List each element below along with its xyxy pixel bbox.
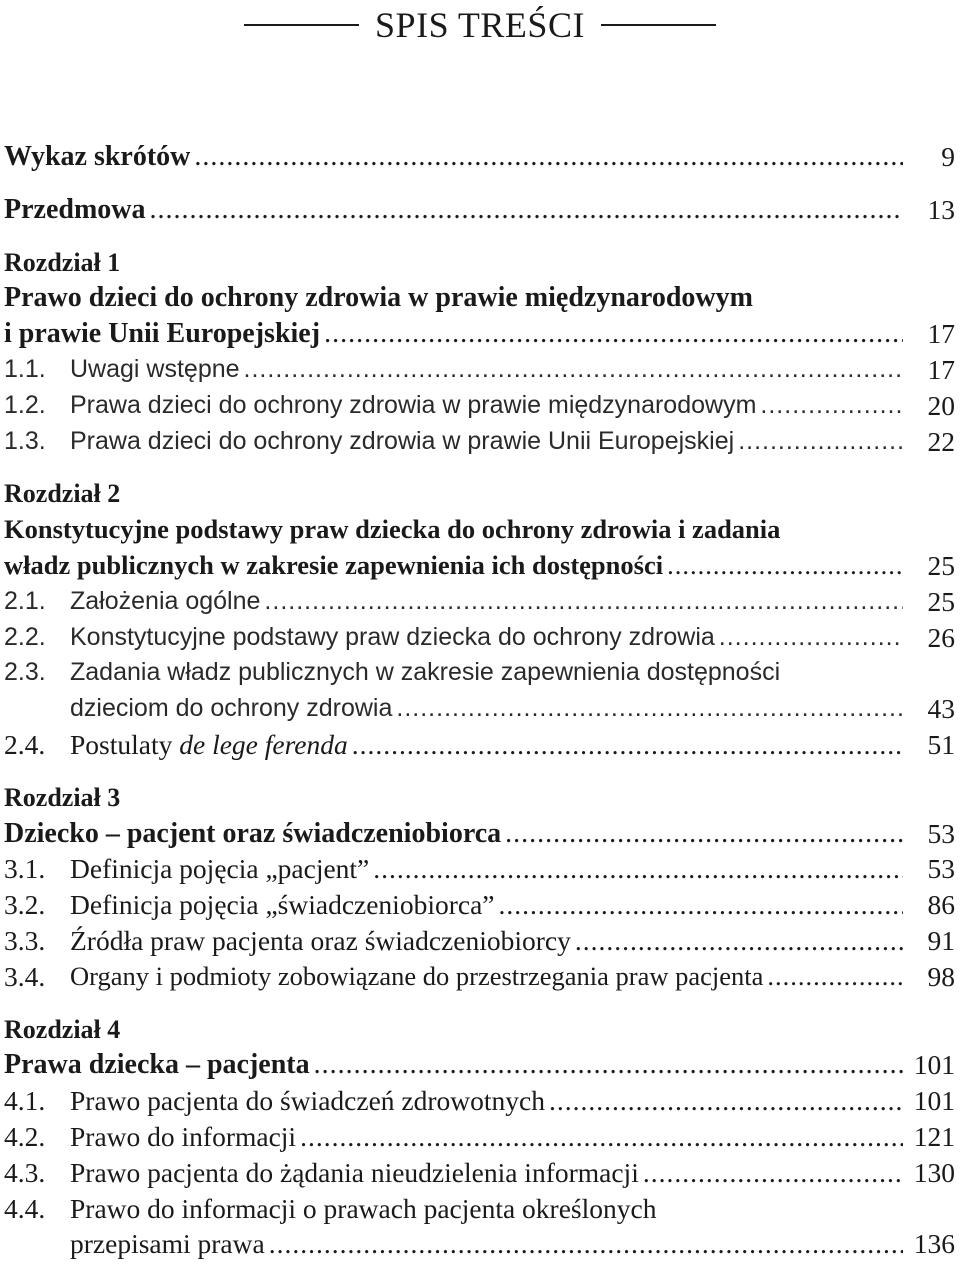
toc-page-number: 136 — [913, 1228, 955, 1260]
section-number: 4.3. — [4, 1156, 46, 1188]
section-title: Prawa dzieci do ochrony zdrowia w prawie międzynarodowym — [70, 390, 757, 419]
toc-section[interactable] — [0, 727, 960, 763]
section-number: 3.1. — [4, 853, 46, 885]
leader-dots — [373, 851, 903, 887]
toc-section[interactable] — [0, 1155, 960, 1191]
toc-section[interactable] — [0, 851, 960, 887]
section-number: 2.2. — [4, 622, 46, 651]
toc-entry-abbreviations[interactable] — [0, 139, 960, 175]
section-number: 4.1. — [4, 1085, 46, 1117]
page-header — [0, 0, 960, 50]
section-number: 3.4. — [4, 960, 46, 992]
section-title: Prawo pacjenta do żądania nieudzielenia informacji — [70, 1156, 639, 1188]
section-number: 1.1. — [4, 354, 46, 383]
leader-dots — [767, 959, 903, 995]
section-number: 1.2. — [4, 390, 46, 419]
leader-dots — [643, 1155, 903, 1191]
leader-dots — [300, 1119, 903, 1155]
toc-page-number: 26 — [927, 621, 955, 653]
section-title: Prawa dzieci do ochrony zdrowia w prawie Unii Europejskiej — [70, 426, 735, 455]
leader-dots — [719, 620, 903, 656]
section-number: 4.4. — [4, 1192, 46, 1224]
section-title: Zadania władz publicznych w zakresie zapewnienia dostępności — [70, 658, 781, 687]
leader-dots — [324, 316, 903, 352]
title-rule-right — [601, 24, 716, 26]
toc-page-number: 51 — [927, 728, 955, 760]
toc-section[interactable] — [0, 388, 960, 424]
toc-section[interactable] — [0, 620, 960, 656]
section-number: 3.3. — [4, 924, 46, 956]
toc-page-number: 22 — [927, 425, 955, 457]
chapter-label — [0, 780, 960, 816]
chapter-3-title: Dziecko – pacjent oraz świadczeniobiorca — [4, 817, 502, 849]
leader-dots — [499, 887, 904, 923]
toc-page-number: 25 — [927, 549, 955, 581]
section-title: Założenia ogólne — [70, 586, 261, 615]
table-of-contents — [0, 139, 960, 1262]
leader-dots — [738, 424, 903, 460]
toc-section[interactable] — [0, 1191, 960, 1227]
toc-section[interactable] — [0, 1119, 960, 1155]
toc-page-number: 13 — [927, 193, 955, 225]
toc-page-number: 9 — [941, 141, 955, 172]
section-title: Prawo do informacji o prawach pacjenta określonych — [70, 1192, 657, 1224]
toc-page-number: 130 — [913, 1156, 955, 1188]
leader-dots — [667, 548, 903, 584]
chapter-1-title-line[interactable] — [0, 280, 960, 316]
chapter-1-title-line[interactable] — [0, 316, 960, 352]
section-title-cont: dzieciom do ochrony zdrowia — [70, 694, 393, 723]
chapter-3-label: Rozdział 3 — [4, 782, 121, 812]
chapter-2-title-cont: władz publicznych w zakresie zapewnienia ich dostępności — [4, 549, 664, 580]
toc-page-number: 101 — [913, 1049, 955, 1081]
title-rule-left — [244, 24, 359, 26]
toc-section[interactable] — [0, 352, 960, 388]
toc-section-cont[interactable] — [0, 691, 960, 727]
chapter-4-title-line[interactable] — [0, 1047, 960, 1083]
leader-dots — [575, 923, 903, 959]
leader-dots — [269, 1226, 903, 1262]
section-title-italic: de lege ferenda — [179, 728, 348, 760]
section-number: 4.2. — [4, 1120, 46, 1152]
toc-page-number: 53 — [927, 817, 955, 849]
section-title: Postulaty — [70, 728, 173, 760]
section-title-cont: przepisami prawa — [70, 1228, 265, 1260]
toc-section[interactable] — [0, 887, 960, 923]
section-number: 3.2. — [4, 889, 46, 921]
toc-page-number: 98 — [927, 960, 955, 992]
toc-section[interactable] — [0, 959, 960, 995]
chapter-4-title: Prawa dziecka – pacjenta — [4, 1049, 310, 1081]
leader-dots — [505, 816, 903, 852]
section-number: 2.4. — [4, 728, 46, 760]
leader-dots — [244, 352, 903, 388]
section-title: Definicja pojęcia „świadczeniobiorca” — [70, 889, 495, 921]
chapter-label — [0, 245, 960, 281]
toc-section[interactable] — [0, 424, 960, 460]
chapter-label — [0, 476, 960, 512]
toc-entry-label: Przedmowa — [4, 193, 146, 225]
section-title: Źródła praw pacjenta oraz świadczeniobiorcy — [70, 924, 571, 956]
leader-dots — [760, 388, 903, 424]
toc-page-number: 25 — [927, 585, 955, 617]
section-title: Uwagi wstępne — [70, 354, 240, 383]
toc-page-number: 43 — [927, 693, 955, 725]
section-number: 1.3. — [4, 426, 46, 455]
chapter-label — [0, 1012, 960, 1048]
toc-page-number: 17 — [927, 318, 955, 350]
chapter-1-title: Prawo dzieci do ochrony zdrowia w prawie międzynarodowym — [4, 282, 753, 314]
chapter-1-label: Rozdział 1 — [4, 247, 121, 277]
leader-dots — [549, 1083, 903, 1119]
toc-section-cont[interactable] — [0, 1226, 960, 1262]
section-title: Konstytucyjne podstawy praw dziecka do ochrony zdrowia — [70, 622, 715, 651]
section-title: Definicja pojęcia „pacjent” — [70, 853, 370, 885]
section-number: 2.1. — [4, 586, 46, 615]
toc-page-number: 121 — [913, 1120, 955, 1152]
leader-dots — [194, 139, 903, 175]
leader-dots — [314, 1047, 903, 1083]
leader-dots — [150, 192, 903, 228]
toc-page-number: 91 — [927, 924, 955, 956]
toc-page-number: 17 — [927, 353, 955, 385]
toc-section[interactable] — [0, 584, 960, 620]
page-title: SPIS TREŚCI — [375, 5, 585, 45]
chapter-2-title-line[interactable] — [0, 512, 960, 548]
leader-dots — [264, 584, 903, 620]
toc-entry-label: Wykaz skrótów — [4, 141, 191, 172]
toc-entry-preface[interactable] — [0, 192, 960, 228]
section-title: Organy i podmioty zobowiązane do przestrzegania praw pacjenta — [70, 960, 764, 991]
chapter-4-label: Rozdział 4 — [4, 1014, 121, 1044]
section-title: Prawo do informacji — [70, 1120, 297, 1152]
section-number: 2.3. — [4, 658, 46, 687]
chapter-3-title-line[interactable] — [0, 816, 960, 852]
toc-section[interactable] — [0, 1083, 960, 1119]
chapter-1-title-cont: i prawie Unii Europejskiej — [4, 318, 321, 350]
toc-section[interactable] — [0, 923, 960, 959]
leader-dots — [352, 727, 903, 763]
toc-page-number: 86 — [927, 889, 955, 921]
toc-page-number: 101 — [913, 1085, 955, 1117]
toc-page-number: 53 — [927, 853, 955, 885]
chapter-2-title: Konstytucyjne podstawy praw dziecka do ochrony zdrowia i zadania — [4, 514, 781, 545]
section-title: Prawo pacjenta do świadczeń zdrowotnych — [70, 1085, 545, 1117]
chapter-2-label: Rozdział 2 — [4, 479, 121, 509]
chapter-2-title-line[interactable] — [0, 548, 960, 584]
toc-section[interactable] — [0, 655, 960, 691]
toc-page-number: 20 — [927, 389, 955, 421]
leader-dots — [396, 691, 903, 727]
